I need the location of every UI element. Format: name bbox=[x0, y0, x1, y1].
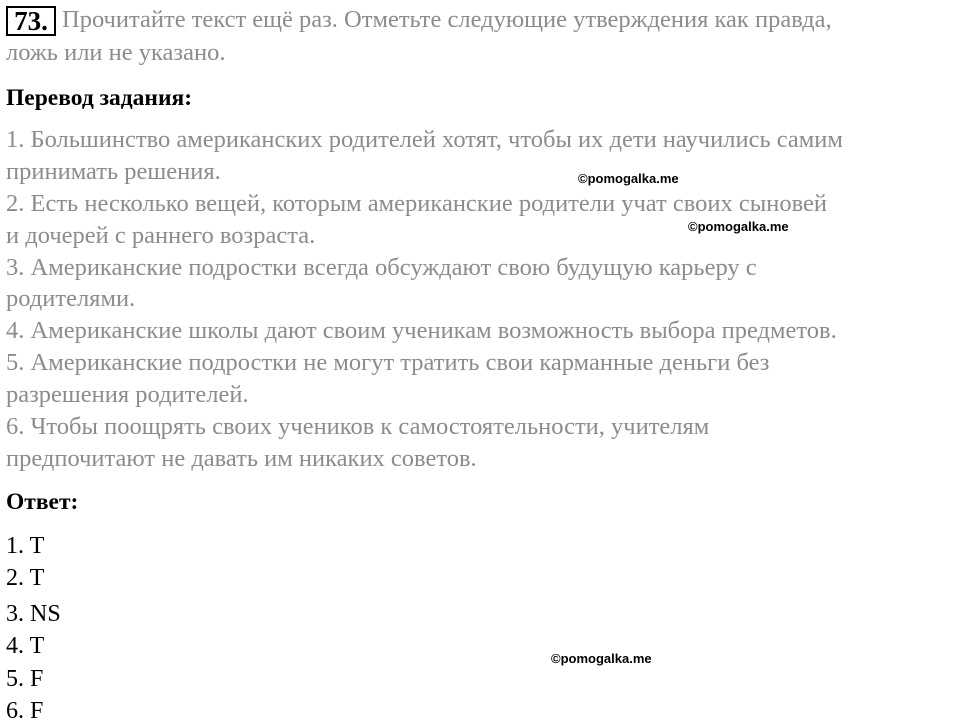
watermark: ©pomogalka.me bbox=[688, 219, 789, 234]
translation-line: 4. Американские школы дают своим ученикам возможность выбора предметов. bbox=[6, 317, 837, 344]
translation-line: 1. Большинство американских родителей хотят, чтобы их дети научились самим bbox=[6, 126, 843, 153]
translation-line: 6. Чтобы поощрять своих учеников к самостоятельности, учителям bbox=[6, 413, 710, 440]
answer-item: 4. T bbox=[6, 633, 45, 659]
answer-item: 3. NS bbox=[6, 601, 61, 627]
watermark: ©pomogalka.me bbox=[551, 651, 652, 666]
translation-line: разрешения родителей. bbox=[6, 381, 249, 408]
translation-line: 3. Американские подростки всегда обсуждают свою будущую карьеру с bbox=[6, 254, 757, 281]
translation-line: принимать решения. bbox=[6, 158, 221, 185]
instruction-line-2: ложь или не указано. bbox=[6, 39, 226, 66]
translation-line: и дочерей с раннего возраста. bbox=[6, 222, 316, 249]
answer-item: 1. T bbox=[6, 533, 45, 559]
task-number: 73. bbox=[6, 6, 56, 36]
answer-heading: Ответ: bbox=[6, 489, 79, 515]
translation-line: 5. Американские подростки не могут тратить свои карманные деньги без bbox=[6, 349, 770, 376]
translation-heading: Перевод задания: bbox=[6, 85, 193, 111]
translation-line: 2. Есть несколько вещей, которым американские родители учат своих сыновей bbox=[6, 190, 827, 217]
translation-line: предпочитают не давать им никаких советов. bbox=[6, 445, 477, 472]
instruction-line-1: Прочитайте текст ещё раз. Отметьте следующие утверждения как правда, bbox=[62, 6, 832, 33]
translation-line: родителями. bbox=[6, 285, 136, 312]
answer-item: 2. T bbox=[6, 565, 45, 591]
answer-item: 5. F bbox=[6, 666, 44, 692]
answer-item: 6. F bbox=[6, 698, 44, 724]
watermark: ©pomogalka.me bbox=[578, 171, 679, 186]
